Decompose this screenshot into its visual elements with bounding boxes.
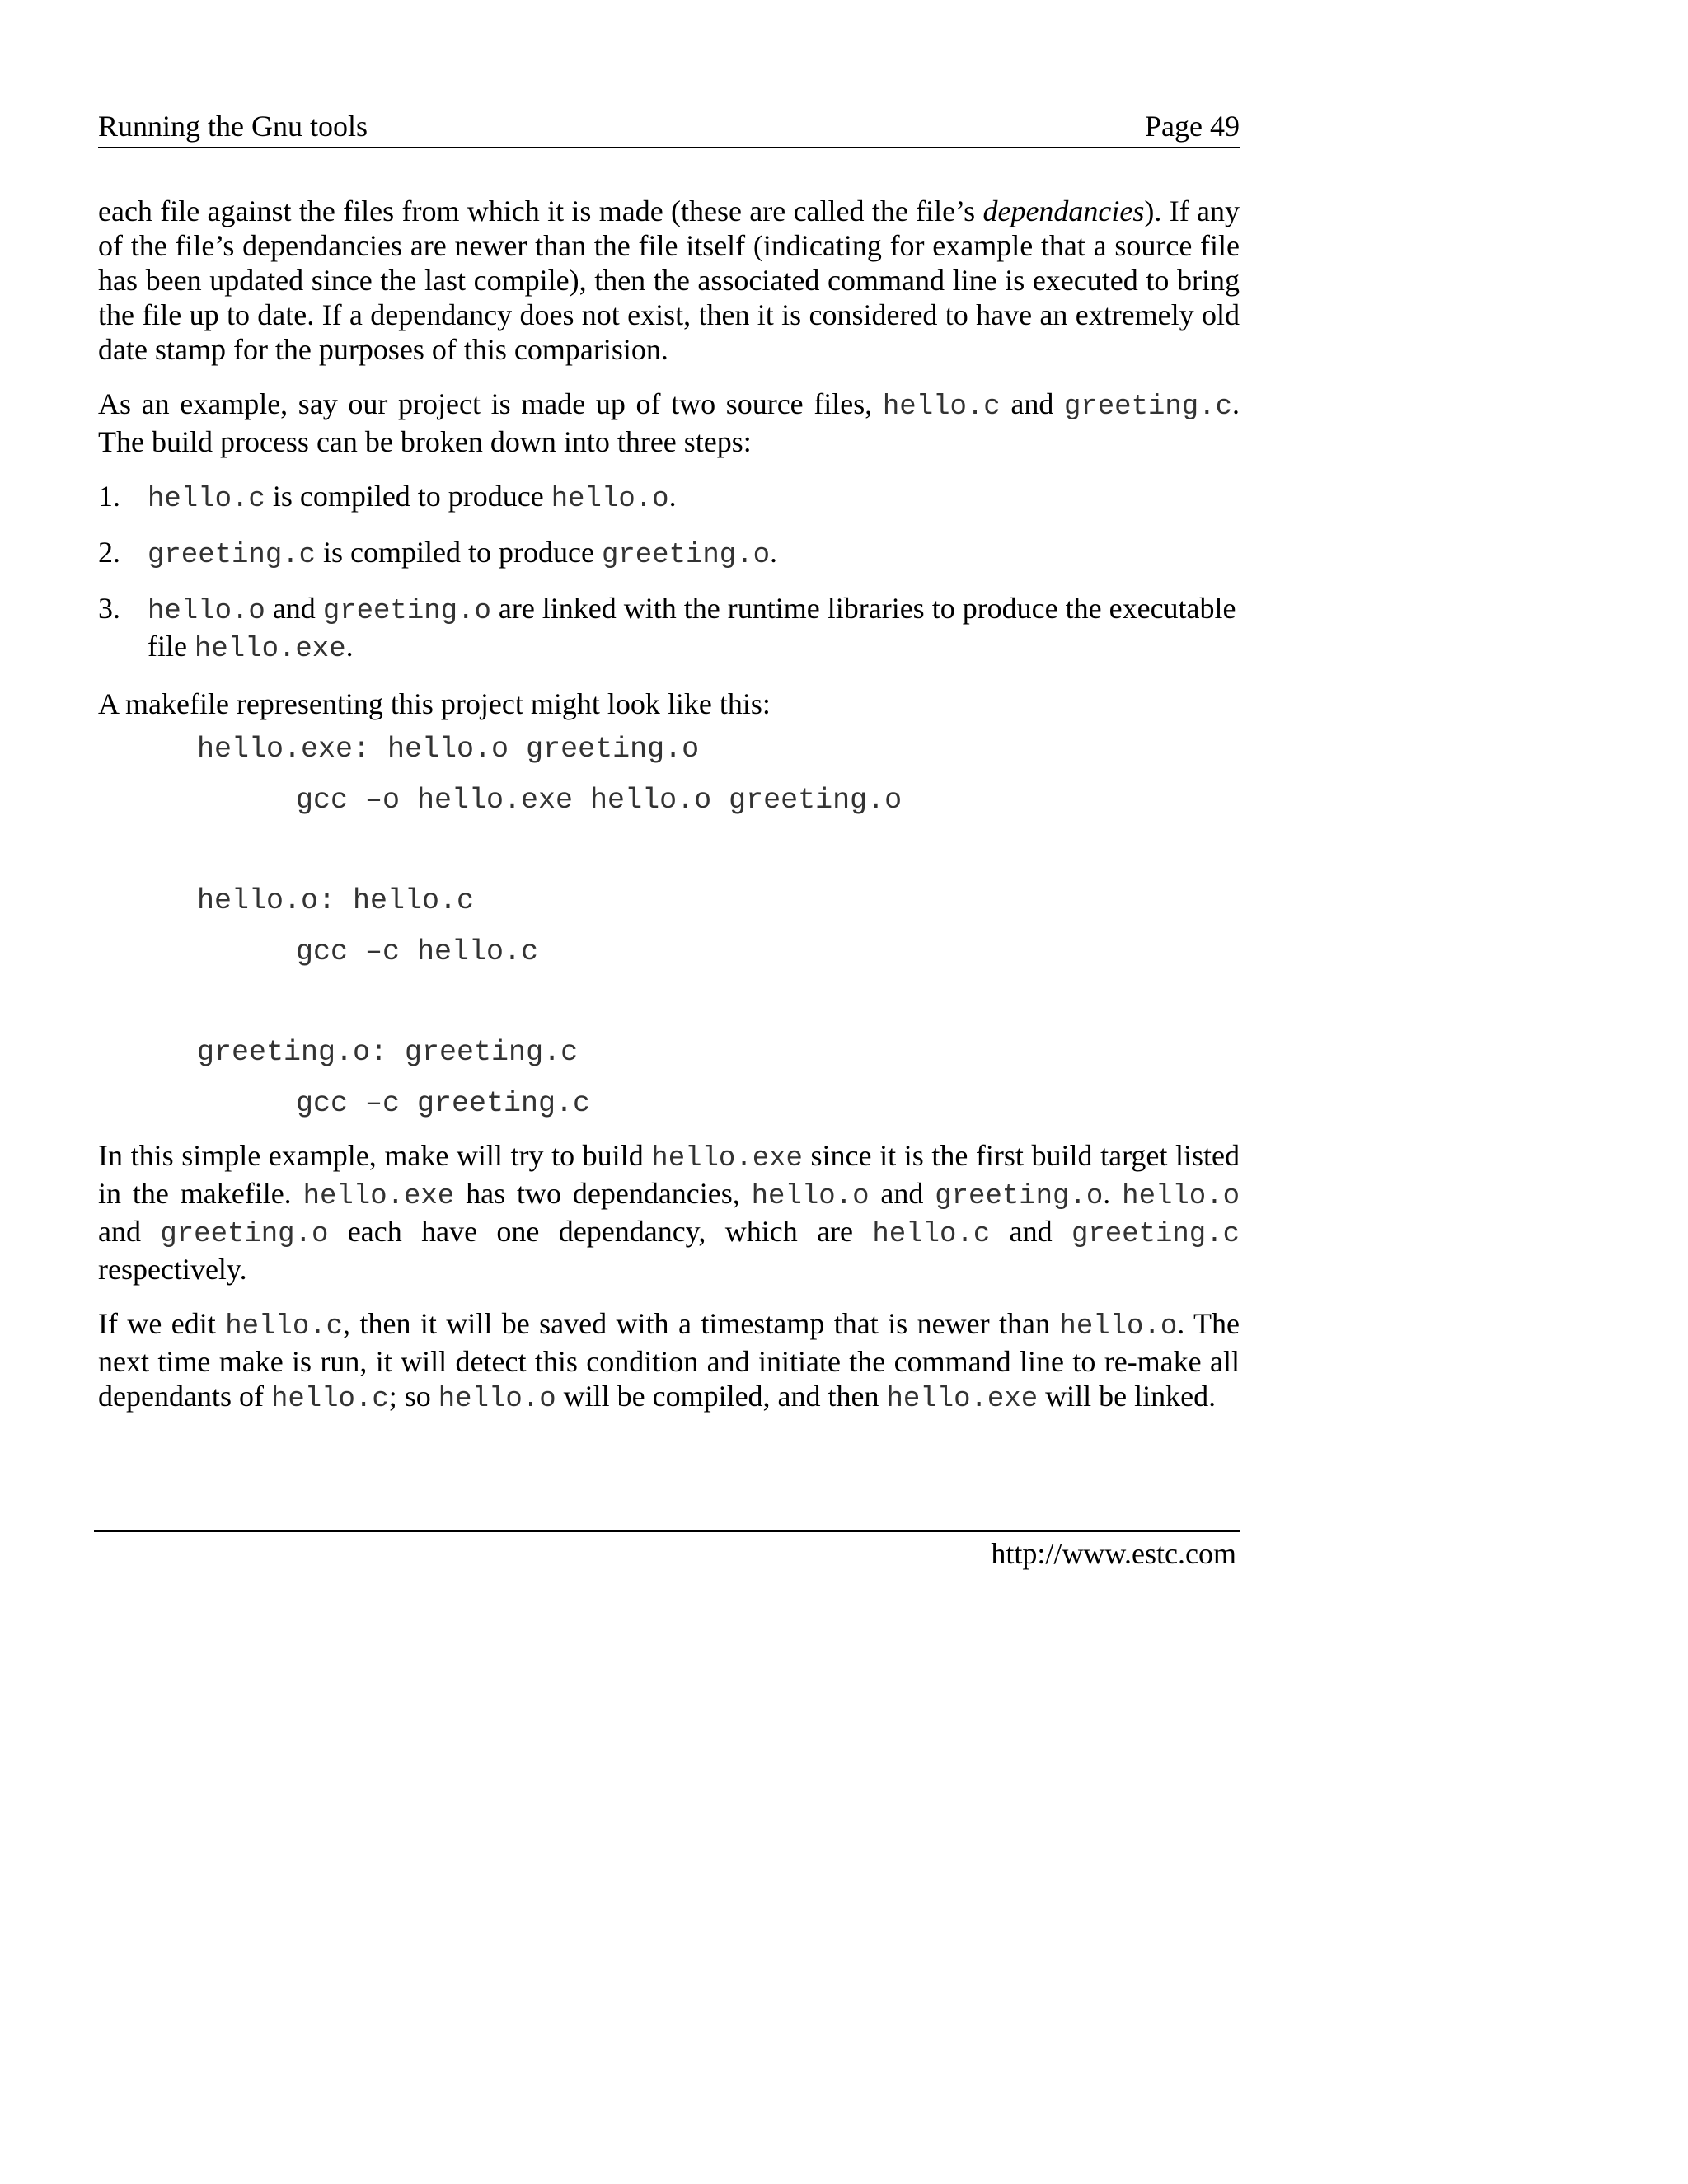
code-line: gcc –o hello.exe hello.o greeting.o: [296, 784, 903, 817]
page-number: Page 49: [1145, 110, 1240, 143]
code-inline: greeting.o: [160, 1219, 329, 1250]
code-inline: greeting.o: [601, 540, 771, 571]
paragraph-dependancies: each file against the files from which it is made (these are called the file’s dependancies). If any of the file’s dependancies are newer than the file itself (indicating for example that a source file has been updated since the last compile), then the associated command line is executed to bring the file up to date. If a dependancy does not exist, then it is considered to have an extremely old date stamp for the purposes of this comparision.: [98, 194, 1240, 366]
code-line: gcc –c greeting.c: [296, 1087, 591, 1120]
page-header: [98, 105, 1240, 148]
page-body: [98, 194, 1240, 1436]
code-inline: hello.c: [882, 391, 1001, 423]
code-line: gcc –c hello.c: [296, 935, 539, 968]
paragraph-edit-hello: If we edit hello.c, then it will be saved with a timestamp that is newer than hello.o. The next time make is run, it will detect this condition and initiate the command line to re-make all dependants of hello.c; so hello.o will be compiled, and then hello.exe will be linked.: [98, 1307, 1240, 1415]
code-inline: greeting.c: [148, 540, 316, 571]
code-inline: hello.c: [270, 1384, 389, 1415]
code-inline: hello.o: [1059, 1311, 1178, 1343]
code-inline: hello.o: [551, 484, 669, 515]
code-inline: hello.exe: [651, 1143, 803, 1174]
code-inline: hello.exe: [194, 634, 346, 665]
list-item: 1. hello.c is compiled to produce hello.o.: [98, 480, 677, 515]
makefile-intro: A makefile representing this project might look like this:: [98, 687, 771, 720]
code-inline: greeting.c: [1063, 391, 1232, 423]
code-inline: greeting.o: [322, 596, 491, 627]
code-inline: hello.o: [1122, 1181, 1240, 1212]
code-inline: greeting.c: [1071, 1219, 1240, 1250]
list-item: 3. hello.o and greeting.o are linked with the runtime libraries to produce the executable file hello.exe.: [98, 592, 1236, 665]
code-inline: hello.c: [148, 484, 265, 515]
code-inline: hello.c: [225, 1311, 344, 1343]
code-inline: hello.o: [438, 1384, 556, 1415]
list-item: 2. greeting.c is compiled to produce greeting.o.: [98, 536, 778, 571]
header-title: Running the Gnu tools: [98, 110, 368, 143]
build-steps-list: [98, 479, 1240, 667]
code-line: hello.o: hello.c: [197, 884, 475, 917]
code-line: hello.exe: hello.o greeting.o: [197, 733, 700, 766]
page-footer: [94, 1530, 1240, 1570]
code-inline: greeting.o: [935, 1181, 1104, 1212]
italic-term: dependancies: [982, 194, 1145, 227]
code-inline: hello.c: [872, 1219, 991, 1250]
code-inline: hello.o: [148, 596, 265, 627]
code-inline: hello.o: [751, 1181, 870, 1212]
makefile-code-block: [98, 733, 1240, 1120]
footer-url: http://www.estc.com: [991, 1537, 1236, 1570]
code-inline: hello.exe: [886, 1384, 1039, 1415]
paragraph-simple-example: In this simple example, make will try to build hello.exe since it is the first build target listed in the makefile. hello.exe has two dependancies, hello.o and greeting.o. hello.o and greeting.o each have one dependancy, which are hello.c and greeting.c respectively.: [98, 1139, 1240, 1286]
paragraph-example: As an example, say our project is made up of two source files, hello.c and greeting.c. The build process can be broken down into three steps:: [98, 387, 1240, 458]
code-line: greeting.o: greeting.c: [197, 1036, 579, 1069]
code-inline: hello.exe: [302, 1181, 455, 1212]
